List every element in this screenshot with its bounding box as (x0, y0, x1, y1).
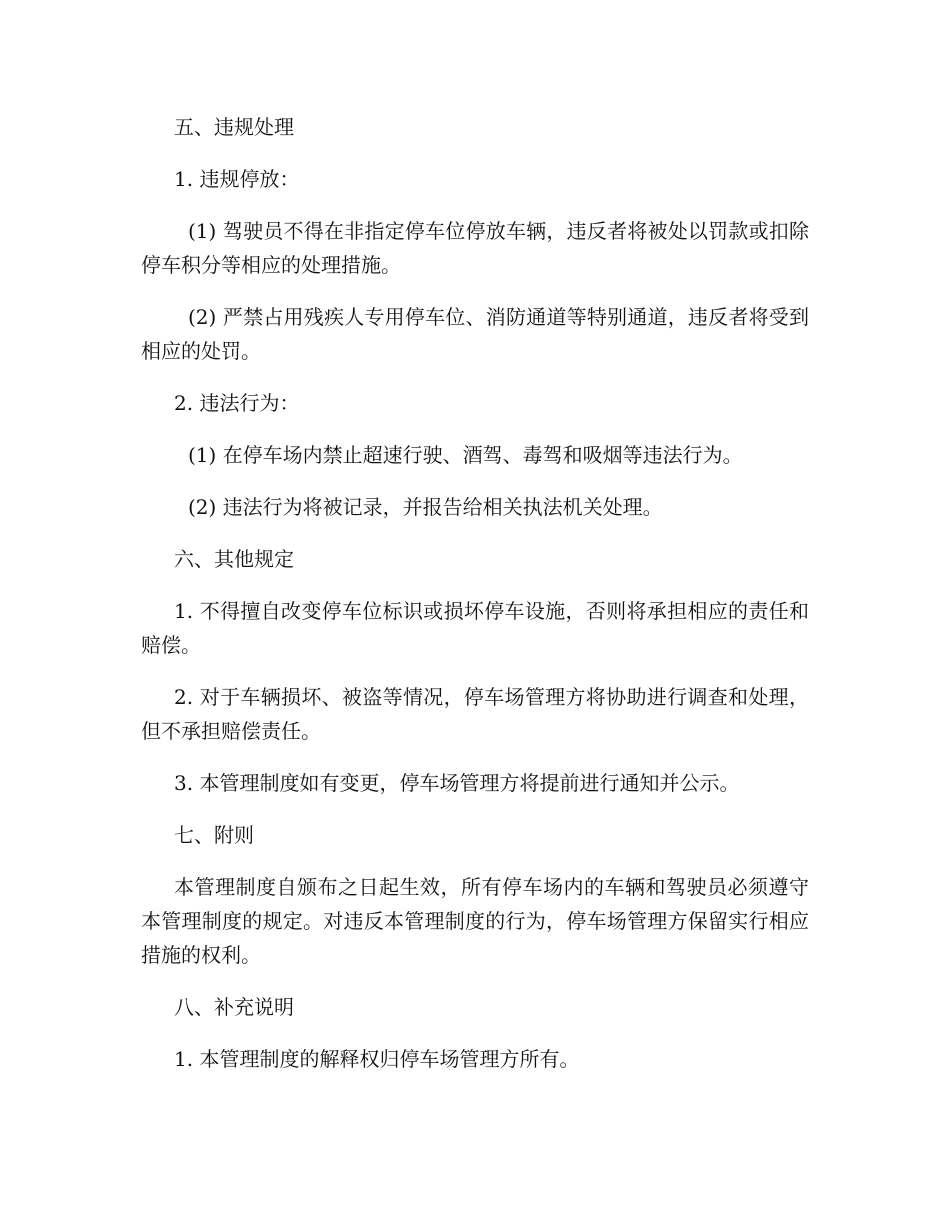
item-facility-damage: 1. 不得擅自改变停车位标识或损坏停车设施，否则将承担相应的责任和赔偿。 (141, 599, 809, 657)
section-heading-violations: 五、违规处理 (174, 115, 294, 139)
item-interpretation-rights: 1. 本管理制度的解释权归停车场管理方所有。 (174, 1047, 580, 1071)
item-vehicle-damage-theft: 2. 对于车辆损坏、被盗等情况，停车场管理方将协助进行调查和处理，但不承担赔偿责任。 (141, 685, 809, 743)
subitem-reserved-spots: (2) 严禁占用残疾人专用停车位、消防通道等特别通道，违反者将受到相应的处罚。 (141, 305, 809, 363)
section-heading-other-rules: 六、其他规定 (174, 547, 294, 571)
subitem-non-designated-spot: (1) 驾驶员不得在非指定停车位停放车辆，违反者将被处以罚款或扣除停车积分等相应的处理措施。 (141, 219, 809, 277)
item-illegal-behavior: 2. 违法行为： (174, 391, 300, 415)
item-policy-changes: 3. 本管理制度如有变更，停车场管理方将提前进行通知并公示。 (174, 771, 740, 795)
section-heading-supplementary: 七、附则 (174, 823, 254, 847)
item-illegal-parking: 1. 违规停放： (174, 167, 300, 191)
document-body (141, 110, 809, 1094)
section-heading-additional-notes: 八、补充说明 (174, 995, 294, 1019)
subitem-prohibited-acts: (1) 在停车场内禁止超速行驶、酒驾、毒驾和吸烟等违法行为。 (188, 443, 743, 467)
supplementary-body: 本管理制度自颁布之日起生效，所有停车场内的车辆和驾驶员必须遵守本管理制度的规定。对违反本管理制度的行为，停车场管理方保留实行相应措施的权利。 (141, 875, 809, 967)
subitem-reporting: (2) 违法行为将被记录，并报告给相关执法机关处理。 (188, 495, 663, 519)
